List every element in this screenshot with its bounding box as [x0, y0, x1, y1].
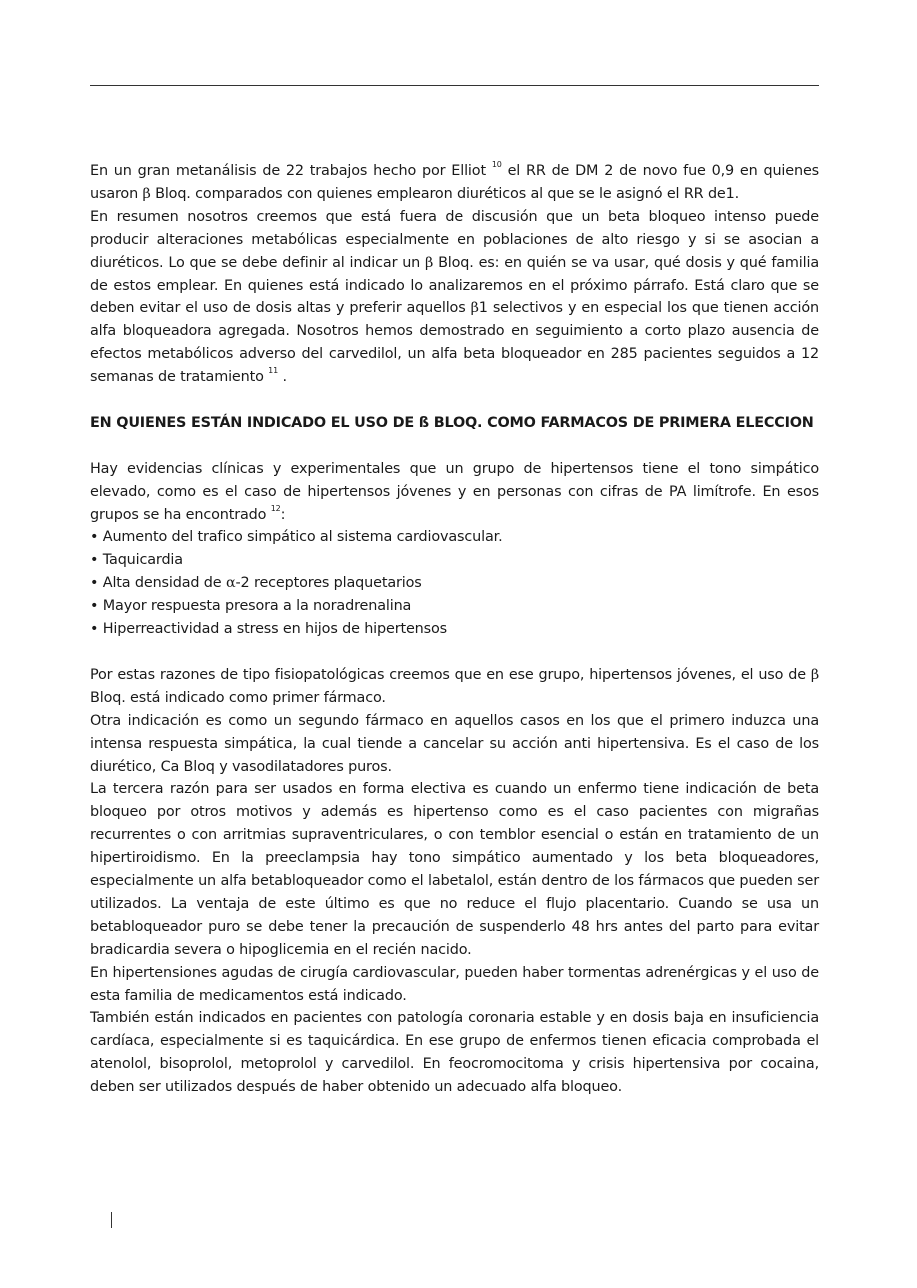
alpha-symbol: α	[225, 575, 236, 592]
beta-symbol: β	[425, 254, 434, 271]
section-heading: EN QUIENES ESTÁN INDICADO EL USO DE ß BLOQ. COMO FARMACOS DE PRIMERA ELECCION	[90, 414, 814, 431]
paragraph-evidence: Hay evidencias clínicas y experimentales que un grupo de hipertensos tiene el tono simpático elevado, como es el caso de hipertensos jóvenes y en personas con cifras de PA limítrofe. En esos grupos se ha encontrado $^{12}$:	[90, 460, 819, 523]
paragraph-third-reason: La tercera razón para ser usados en forma electiva es cuando un enfermo tiene indicación de beta bloqueo por otros motivos y además es hipertenso como es el caso pacientes con migrañas recurrentes o con arritmias supraventriculares, o con temblor esencial o están en tratamiento de un hipertiroidismo. En la preeclampsia hay tono simpático aumentado y los beta bloqueadores, especialmente un alfa betabloqueador como el labetalol, están dentro de los fármacos que pueden ser utilizados. La ventaja de este último es que no reduce el flujo placentario. Cuando se usa un betabloqueador puro se debe tener la precaución de suspenderlo 48 hrs antes del parto para evitar bradicardia severa o hipoglicemia en el recién nacido.	[90, 781, 819, 958]
list-item: • Taquicardia	[90, 549, 819, 572]
header-rule	[90, 85, 819, 86]
paragraph-summary: En resumen nosotros creemos que está fuera de discusión que un beta bloqueo intenso puede producir alteraciones metabólicas especialmente en poblaciones de alto riesgo y si se asocian a diuréticos. Lo que se debe definir al indicar un β Bloq. es: en quién se va usar, qué dosis y qué familia de estos emplear. En quienes está indicado lo analizaremos en el próximo párrafo. Está claro que se deben evitar el uso de dosis altas y preferir aquellos β1 selectivos y en especial los que tienen acción alfa bloqueadora agregada. Nosotros hemos demostrado en seguimiento a corto plazo ausencia de efectos metabólicos adverso del carvedilol, un alfa beta bloqueador en 285 pacientes seguidos a 12 semanas de tratamiento $^{11}$ .	[90, 208, 819, 386]
citation-12: 12	[270, 503, 281, 513]
paragraph-metaanalysis: En un gran metanálisis de 22 trabajos hecho por Elliot $^{10}$ el RR de DM 2 de novo fue 0,9 en quienes usaron β Bloq. comparados con quienes emplearon diuréticos al que se le asignó el RR de1.	[90, 160, 819, 202]
list-item: • Aumento del trafico simpático al sistema cardiovascular.	[90, 526, 819, 549]
beta-symbol: β	[810, 666, 819, 683]
paragraph-reasons: Por estas razones de tipo fisiopatológicas creemos que en ese grupo, hipertensos jóvenes, el uso de β Bloq. está indicado como primer fármaco.	[90, 666, 819, 706]
paragraph-other-indications: También están indicados en pacientes con patología coronaria estable y en dosis baja en insuficiencia cardíaca, especialmente si es taquicárdica. En ese grupo de enfermos tienen eficacia comprobada el atenolol, bisoprolol, metoprolol y carvedilol. En feocromocitoma y crisis hipertensiva por cocaina, deben ser utilizados después de haber obtenido un adecuado alfa bloqueo.	[90, 1010, 819, 1096]
paragraph-acute-hypertension: En hipertensiones agudas de cirugía cardiovascular, pueden haber tormentas adrenérgicas y el uso de esta familia de medicamentos está indicado.	[90, 964, 819, 1004]
findings-list	[90, 526, 819, 641]
paragraph-second-drug: Otra indicación es como un segundo fármaco en aquellos casos en los que el primero induzca una intensa respuesta simpática, la cual tiende a cancelar su acción anti hipertensiva. Es el caso de los diurético, Ca Bloq y vasodilatadores puros.	[90, 712, 819, 775]
page-margin-mark	[111, 1212, 112, 1228]
beta-symbol: β	[142, 185, 151, 202]
citation-11: 11	[268, 366, 279, 376]
citation-10: 10	[491, 160, 502, 170]
beta-symbol: β	[470, 300, 479, 317]
list-item: • Hiperreactividad a stress en hijos de hipertensos	[90, 618, 819, 641]
list-item: • Alta densidad de α-2 receptores plaquetarios	[90, 572, 819, 595]
page-body	[90, 160, 819, 1099]
list-item: • Mayor respuesta presora a la noradrenalina	[90, 595, 819, 618]
